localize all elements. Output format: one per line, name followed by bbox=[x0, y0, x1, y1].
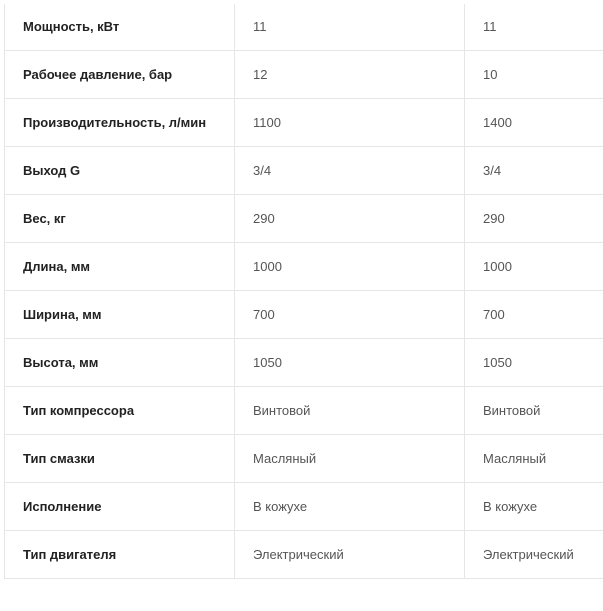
spec-label-cell: Ширина, мм bbox=[5, 291, 235, 339]
spec-label-cell: Тип смазки bbox=[5, 435, 235, 483]
spec-value-cell-model-2: Электрический bbox=[465, 531, 603, 579]
spec-value-cell-model-2: 1400 bbox=[465, 99, 603, 147]
spec-value-cell-model-2: Винтовой bbox=[465, 387, 603, 435]
spec-label-cell: Длина, мм bbox=[5, 243, 235, 291]
table-row bbox=[5, 195, 603, 243]
spec-label-cell: Вес, кг bbox=[5, 195, 235, 243]
spec-value-cell-model-2: 3/4 bbox=[465, 147, 603, 195]
spec-label-cell: Высота, мм bbox=[5, 339, 235, 387]
table-row bbox=[5, 435, 603, 483]
spec-label-cell: Производительность, л/мин bbox=[5, 99, 235, 147]
spec-value-cell-model-2: В кожухе bbox=[465, 483, 603, 531]
spec-value-cell-model-1: Масляный bbox=[235, 435, 465, 483]
spec-value-cell-model-1: 3/4 bbox=[235, 147, 465, 195]
spec-value-cell-model-1: 290 bbox=[235, 195, 465, 243]
spec-value-cell-model-2: 700 bbox=[465, 291, 603, 339]
table-row bbox=[5, 99, 603, 147]
spec-value-cell-model-1: 1050 bbox=[235, 339, 465, 387]
spec-value-cell-model-1: 11 bbox=[235, 4, 465, 51]
spec-label-cell: Тип компрессора bbox=[5, 387, 235, 435]
spec-label-cell: Тип двигателя bbox=[5, 531, 235, 579]
spec-value-cell-model-2: Масляный bbox=[465, 435, 603, 483]
spec-label-cell: Исполнение bbox=[5, 483, 235, 531]
spec-label-cell: Рабочее давление, бар bbox=[5, 51, 235, 99]
spec-value-cell-model-1: В кожухе bbox=[235, 483, 465, 531]
table-row bbox=[5, 531, 603, 579]
spec-label-cell: Выход G bbox=[5, 147, 235, 195]
spec-value-cell-model-1: Винтовой bbox=[235, 387, 465, 435]
spec-value-cell-model-1: 1000 bbox=[235, 243, 465, 291]
table-row bbox=[5, 339, 603, 387]
spec-value-cell-model-1: 12 bbox=[235, 51, 465, 99]
table-row bbox=[5, 291, 603, 339]
table-row bbox=[5, 51, 603, 99]
spec-value-cell-model-1: 1100 bbox=[235, 99, 465, 147]
table-row bbox=[5, 483, 603, 531]
table-row bbox=[5, 243, 603, 291]
spec-value-cell-model-2: 10 bbox=[465, 51, 603, 99]
spec-table-body bbox=[5, 4, 603, 579]
spec-value-cell-model-1: 700 bbox=[235, 291, 465, 339]
table-row bbox=[5, 147, 603, 195]
spec-value-cell-model-2: 1000 bbox=[465, 243, 603, 291]
spec-value-cell-model-1: Электрический bbox=[235, 531, 465, 579]
table-row bbox=[5, 4, 603, 51]
table-row bbox=[5, 387, 603, 435]
spec-value-cell-model-2: 290 bbox=[465, 195, 603, 243]
spec-value-cell-model-2: 11 bbox=[465, 4, 603, 51]
spec-label-cell: Мощность, кВт bbox=[5, 4, 235, 51]
spec-table bbox=[4, 4, 603, 579]
spec-value-cell-model-2: 1050 bbox=[465, 339, 603, 387]
